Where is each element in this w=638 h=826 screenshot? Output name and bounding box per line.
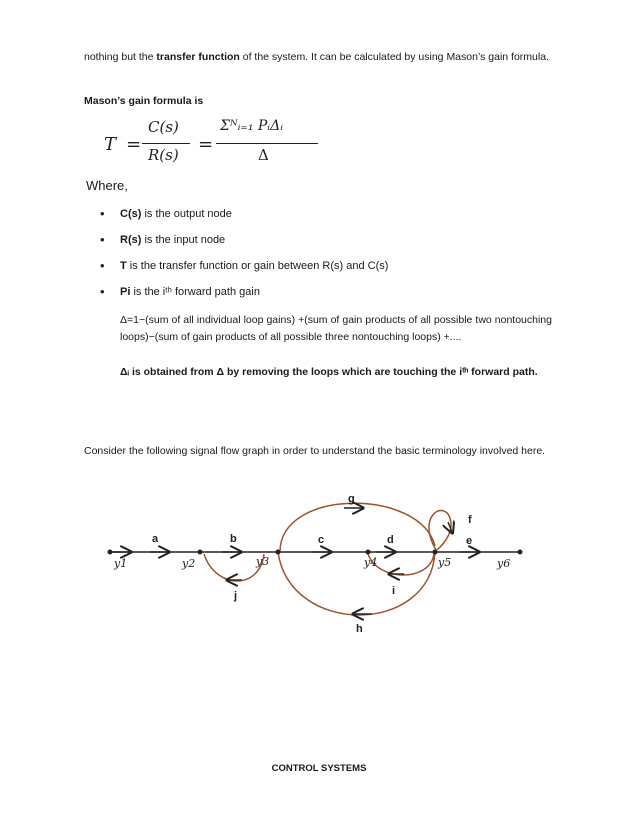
definition-item xyxy=(96,230,388,256)
formula-equals-2: = xyxy=(198,134,214,155)
branch-h-curve xyxy=(278,552,435,615)
formula-denominator-2: Δ xyxy=(258,146,269,164)
transfer-function-term: transfer function xyxy=(156,51,240,63)
branch-label: e xyxy=(466,535,473,547)
branch-j-curve xyxy=(204,554,264,581)
node-y1 xyxy=(108,550,113,555)
definition-text: is the transfer function or gain between R(s) and C(s) xyxy=(126,260,389,272)
formula-fraction-bar-2 xyxy=(216,143,318,144)
branch-label: j xyxy=(234,590,238,602)
definition-term: Pi xyxy=(120,286,131,298)
branch-f-self-loop xyxy=(429,511,451,550)
definition-text: is the output node xyxy=(141,208,232,220)
branch-label: i xyxy=(392,585,396,597)
node-label: y4 xyxy=(364,556,378,569)
formula-denominator-1: R(s) xyxy=(148,146,179,164)
node-label: y1 xyxy=(114,557,128,570)
definition-term: T xyxy=(120,260,127,272)
page-footer: CONTROL SYSTEMS xyxy=(271,763,367,774)
branch-label: d xyxy=(387,534,394,546)
node-y2 xyxy=(198,550,203,555)
branch-label: a xyxy=(152,533,159,545)
node-y6 xyxy=(518,550,523,555)
formula-numerator-1: C(s) xyxy=(148,118,179,136)
delta-i-definition: Δᵢ is obtained from Δ by removing the loops which are touching the iᵗʰ forward path. xyxy=(120,366,538,378)
node-y4 xyxy=(366,550,371,555)
branch-g-curve xyxy=(280,503,435,552)
definition-item xyxy=(96,282,388,308)
masons-gain-formula xyxy=(96,116,326,172)
definition-text: is the input node xyxy=(141,234,226,246)
branch-i-curve xyxy=(368,554,434,575)
masons-heading: Mason’s gain formula is xyxy=(84,95,204,107)
where-label: Where, xyxy=(86,178,128,193)
branch-label: f xyxy=(468,514,472,526)
definition-term: R(s) xyxy=(120,234,142,246)
definitions-list xyxy=(96,204,388,308)
node-label: y2 xyxy=(182,557,196,570)
formula-equals-1: = xyxy=(126,134,142,155)
formula-lhs: T xyxy=(104,134,117,155)
formula-numerator-2: Σᴺᵢ₌₁ PᵢΔᵢ xyxy=(220,118,284,134)
branch-label: b xyxy=(230,533,237,545)
definition-term: C(s) xyxy=(120,208,142,220)
consider-paragraph: Consider the following signal flow graph in order to understand the basic terminology involved here. xyxy=(84,445,546,457)
node-y5 xyxy=(433,550,438,555)
definition-item xyxy=(96,204,388,230)
node-label: y5 xyxy=(438,556,452,569)
branch-label: g xyxy=(348,493,355,505)
formula-fraction-bar-1 xyxy=(142,143,190,144)
delta-formula: Δ=1−(sum of all individual loop gains) +(sum of gain products of all possible two nontouching loops)−(sum of gain products of all possible three nontouching loops) +.... xyxy=(120,314,552,343)
node-label: y6 xyxy=(497,557,511,570)
definition-item xyxy=(96,256,388,282)
node-label: y3 xyxy=(256,555,270,568)
branch-label: c xyxy=(318,534,325,546)
intro-paragraph: nothing but the transfer function of the system. It can be calculated by using Mason’s gain formula. xyxy=(84,51,549,63)
branch-label: h xyxy=(356,623,363,635)
signal-flow-graph xyxy=(100,486,540,656)
definition-text: is the iᵗʰ forward path gain xyxy=(130,286,260,298)
node-y3 xyxy=(276,550,281,555)
